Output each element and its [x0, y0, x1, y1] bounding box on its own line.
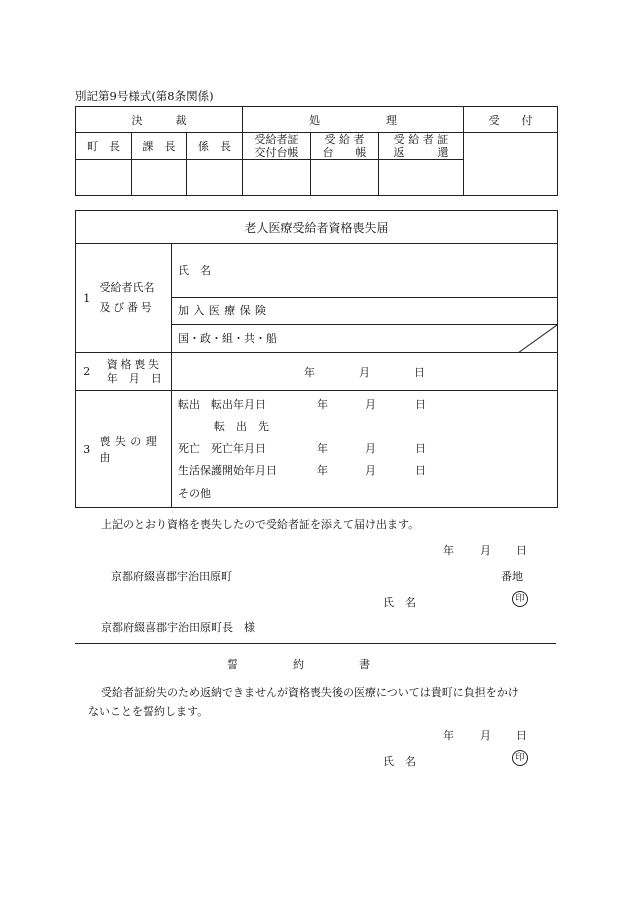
row3-label: 喪失の理由 [98, 391, 172, 508]
pledge-text-line1: 受給者証紛失のため返納できませんが資格喪失後の医療については貴町に負担をかけ [101, 686, 519, 699]
date-day: 日 [415, 398, 426, 411]
name-field[interactable]: 氏 名 [172, 244, 558, 298]
row1-label: 受給者氏名 及び番号 [98, 244, 172, 353]
address-prefix: 京都府綴喜郡宇治田原町 [111, 570, 232, 583]
date-month: 月 [365, 464, 376, 477]
mayor-stamp-cell[interactable] [76, 160, 132, 196]
insurance-type-row [172, 325, 558, 353]
address-suffix: 番地 [501, 570, 523, 583]
seal-icon: 印 [512, 591, 528, 607]
reason-moveout: 転出 転出年月日 [178, 398, 266, 411]
reason-moveout-destination: 転 出 先 [214, 420, 269, 433]
processing-header: 処 理 [243, 107, 464, 133]
loss-date-field[interactable]: 年 月 日 [172, 353, 558, 391]
row3-number: 3 [76, 391, 98, 508]
date-day: 日 [415, 464, 426, 477]
approval-table [75, 106, 558, 196]
declaration-date-year[interactable]: 年 [443, 544, 454, 557]
staff-chief-stamp-cell[interactable] [187, 160, 243, 196]
reception-stamp-cell[interactable] [464, 133, 558, 196]
reason-death: 死亡 死亡年月日 [178, 442, 266, 455]
row2-label: 資格喪失 年 月 日 [98, 353, 172, 391]
decision-header: 決 裁 [76, 107, 243, 133]
insurance-types[interactable]: 国・政・組・共・船 [178, 332, 277, 345]
declaration-date-day[interactable]: 日 [516, 544, 527, 557]
form-title: 老人医療受給者資格喪失届 [76, 211, 558, 244]
pledge-text-line2: ないことを誓約します。 [88, 705, 209, 718]
section-chief-stamp-cell[interactable] [132, 160, 187, 196]
applicant-name-label: 氏 名 [383, 596, 416, 609]
insurance-row [172, 298, 558, 325]
date-year: 年 [317, 464, 328, 477]
row2-number: 2 [76, 353, 98, 391]
date-month: 月 [365, 398, 376, 411]
declaration-text: 上記のとおり資格を喪失したので受給者証を添えて届け出ます。 [101, 518, 420, 531]
date-year: 年 [317, 442, 328, 455]
loss-notification-form [75, 210, 558, 508]
return-header: 受 給 者 証 返 還 [379, 133, 464, 160]
seal-icon: 印 [512, 750, 528, 766]
divider [75, 643, 556, 644]
pledge-seal-mark [512, 750, 528, 766]
date-day: 日 [415, 442, 426, 455]
diagonal-slash-icon [518, 325, 557, 353]
reason-other: その他 [178, 487, 211, 500]
form-reference: 別記第9号様式(第8条関係) [75, 89, 214, 103]
reason-field[interactable] [172, 391, 558, 508]
staff-chief-header: 係 長 [187, 133, 243, 160]
mayor-header: 町 長 [76, 133, 132, 160]
date-month: 月 [365, 442, 376, 455]
row1-number: 1 [76, 244, 98, 353]
section-chief-header: 課 長 [132, 133, 187, 160]
reception-header: 受 付 [464, 107, 558, 133]
return-cell[interactable] [379, 160, 464, 196]
pledge-title: 誓 約 書 [227, 658, 370, 671]
pledge-name-label: 氏 名 [383, 755, 416, 768]
reason-welfare: 生活保護開始年月日 [178, 464, 277, 477]
pledge-date-month[interactable]: 月 [480, 729, 491, 742]
ledger-issue-header: 受給者証 交付台帳 [243, 133, 311, 160]
ledger-cell[interactable] [311, 160, 379, 196]
pledge-date-day[interactable]: 日 [516, 729, 527, 742]
insurance-label: 加入医療保険 [178, 304, 271, 317]
ledger-header: 受 給 者 台 帳 [311, 133, 379, 160]
ledger-issue-cell[interactable] [243, 160, 311, 196]
declaration-date-month[interactable]: 月 [480, 544, 491, 557]
addressee: 京都府綴喜郡宇治田原町長 様 [101, 621, 255, 634]
pledge-date-year[interactable]: 年 [443, 729, 454, 742]
date-year: 年 [317, 398, 328, 411]
seal-mark [512, 591, 528, 607]
